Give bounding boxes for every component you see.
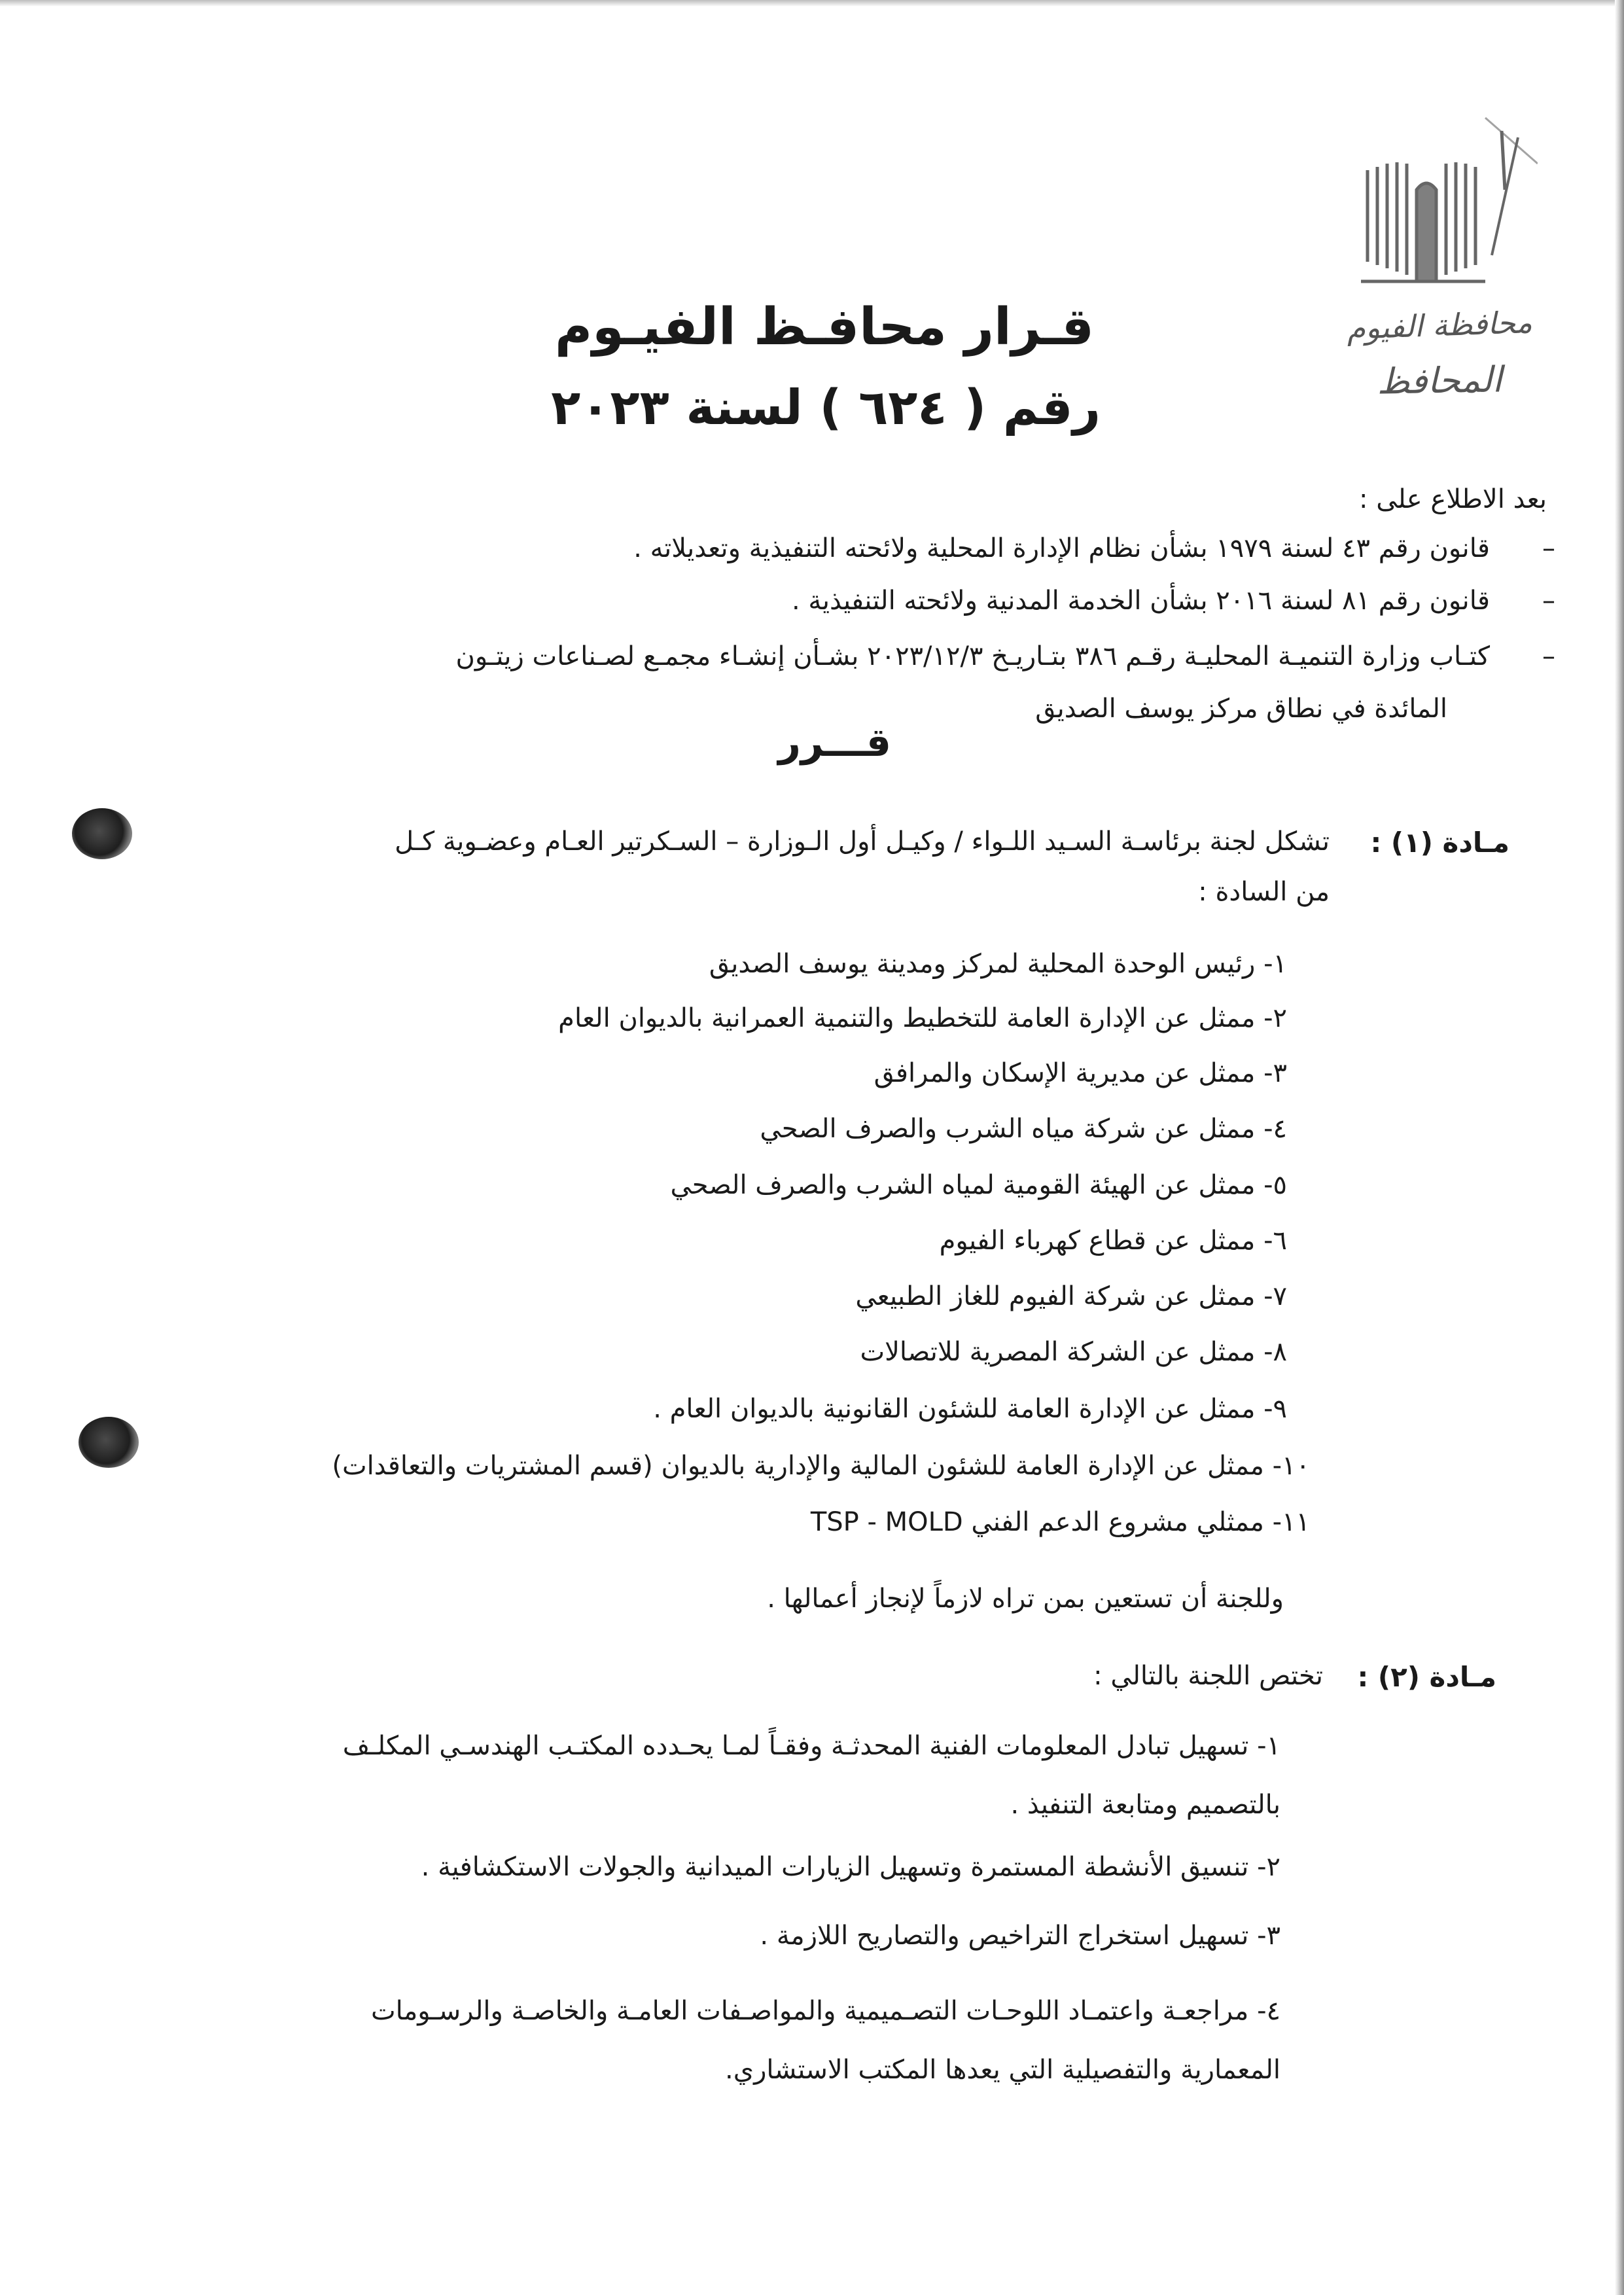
preamble-intro: بعد الاطلاع على : [1359,484,1547,514]
member-item: ٢- ممثل عن الإدارة العامة للتخطيط والتنمية العمرانية بالديوان العام [558,1003,1287,1033]
seal-text-governorate: محافظة الفيوم [1346,304,1533,346]
punch-hole-bottom [79,1417,139,1468]
task-item-continuation: بالتصميم ومتابعة التنفيذ . [1010,1790,1280,1820]
article-1-text-continuation: من السادة : [1198,877,1330,907]
page-title: قـرار محافـظ الفيـوم [555,298,1094,357]
preamble-dash: – [1542,586,1555,616]
article-2-label: مـادة (٢) : [1357,1661,1496,1693]
article-1-text: تشكل لجنة برئاسـة السـيد اللـواء / وكيـل أول الـوزارة – السـكرتير العـام وعضـوية كـل [395,827,1330,857]
member-item: ٦- ممثل عن قطاع كهرباء الفيوم [939,1226,1287,1256]
article-2-text: تختص اللجنة بالتالي : [1093,1661,1323,1691]
eagle-emblem-icon [1341,111,1538,327]
member-item: ٩- ممثل عن الإدارة العامة للشئون القانونية بالديوان العام . [653,1394,1287,1424]
preamble-dash: – [1542,533,1555,563]
member-item: ٥- ممثل عن الهيئة القومية لمياه الشرب والصرف الصحي [670,1170,1287,1200]
task-item: ٣- تسهيل استخراج التراخيص والتصاريح اللازمة . [760,1921,1280,1951]
decision-number-line [551,380,1101,436]
article-1-label: مـادة (١) : [1370,827,1509,859]
preamble-dash: – [1542,641,1555,671]
member-item: ٤- ممثل عن شركة مياه الشرب والصرف الصحي [760,1114,1287,1144]
member-item: ٧- ممثل عن شركة الفيوم للغاز الطبيعي [855,1281,1287,1311]
member-item: ١٠- ممثل عن الإدارة العامة للشئون المالية والإدارية بالديوان (قسم المشتريات والتعاقدات) [332,1451,1310,1481]
task-item: ٢- تنسيق الأنشطة المستمرة وتسهيل الزيارات الميدانية والجولات الاستكشافية . [421,1852,1280,1882]
scan-edge-top [0,0,1624,7]
seal-text-governor: المحافظ [1376,359,1503,402]
decision-heading: قـــرر [778,720,891,766]
member-item: ٨- ممثل عن الشركة المصرية للاتصالات [860,1337,1287,1367]
preamble-item: كتـاب وزارة التنميـة المحليـة رقـم ٣٨٦ بتـاريـخ ٢٠٢٣/١٢/٣ بشـأن إنشـاء مجمـع لصـناعات زيتـون [455,641,1490,671]
task-item: ١- تسهيل تبادل المعلومات الفنية المحدثـة وفقـاً لمـا يحـدده المكتـب الهندسـي المكلـف [342,1731,1280,1761]
article-1-closing: وللجنة أن تستعين بمن تراه لازماً لإنجاز أعمالها . [767,1584,1284,1614]
task-item: ٤- مراجعـة واعتمـاد اللوحـات التصـميمية والمواصـفات العامـة والخاصـة والرسـومات [370,1996,1280,2026]
governorate-seal [1341,111,1538,419]
task-item-continuation: المعمارية والتفصيلية التي يعدها المكتب الاستشاري. [725,2055,1280,2085]
preamble-item-continuation: المائدة في نطاق مركز يوسف الصديق [1035,694,1447,724]
decision-number-text: رقم ( ٦٢٤ ) لسنة ٢٠٢٣ [551,380,1101,436]
preamble-item: قانون رقم ٨١ لسنة ٢٠١٦ بشأن الخدمة المدنية ولائحته التنفيذية . [791,586,1490,616]
member-item: ١١- ممثلي مشروع الدعم الفني TSP - MOLD [810,1507,1310,1537]
punch-hole-top [72,808,132,859]
member-item: ٣- ممثل عن مديرية الإسكان والمرافق [874,1058,1287,1088]
scan-edge-right [1615,0,1624,2295]
preamble-item: قانون رقم ٤٣ لسنة ١٩٧٩ بشأن نظام الإدارة المحلية ولائحته التنفيذية وتعديلاته . [633,533,1490,563]
member-item: ١- رئيس الوحدة المحلية لمركز ومدينة يوسف الصديق [709,949,1287,979]
